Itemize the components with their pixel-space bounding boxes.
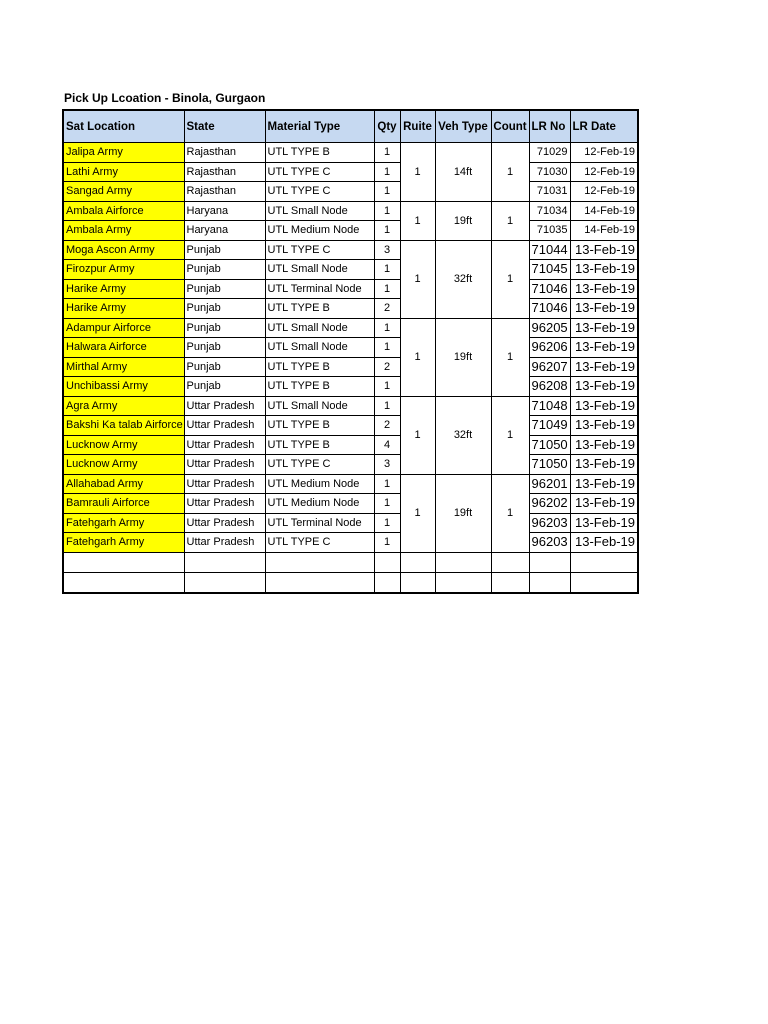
empty-cell xyxy=(529,552,570,572)
cell-lr-no: 96208 xyxy=(529,377,570,397)
cell-state: Punjab xyxy=(184,299,265,319)
cell-material-type: UTL TYPE C xyxy=(265,162,374,182)
header-ruite: Ruite xyxy=(400,110,435,143)
empty-cell xyxy=(184,572,265,593)
cell-qty: 1 xyxy=(374,513,400,533)
cell-material-type: UTL Terminal Node xyxy=(265,513,374,533)
cell-material-type: UTL TYPE C xyxy=(265,533,374,553)
cell-state: Uttar Pradesh xyxy=(184,435,265,455)
cell-group-count: 1 xyxy=(491,240,529,318)
cell-lr-no: 71030 xyxy=(529,162,570,182)
cell-lr-date: 13-Feb-19 xyxy=(570,396,638,416)
cell-lr-date: 14-Feb-19 xyxy=(570,201,638,221)
cell-sat-location: Lucknow Army xyxy=(63,435,184,455)
table-row xyxy=(63,260,638,280)
cell-lr-date: 13-Feb-19 xyxy=(570,357,638,377)
cell-qty: 1 xyxy=(374,260,400,280)
empty-cell xyxy=(265,552,374,572)
cell-qty: 1 xyxy=(374,533,400,553)
cell-group-veh: 32ft xyxy=(435,240,491,318)
table-row xyxy=(63,162,638,182)
header-qty: Qty xyxy=(374,110,400,143)
cell-lr-date: 13-Feb-19 xyxy=(570,474,638,494)
cell-material-type: UTL TYPE C xyxy=(265,455,374,475)
cell-lr-no: 71045 xyxy=(529,260,570,280)
cell-lr-no: 71034 xyxy=(529,201,570,221)
cell-sat-location: Fatehgarh Army xyxy=(63,513,184,533)
table-row xyxy=(63,377,638,397)
cell-sat-location: Firozpur Army xyxy=(63,260,184,280)
empty-cell xyxy=(374,552,400,572)
cell-state: Punjab xyxy=(184,377,265,397)
cell-lr-no: 71048 xyxy=(529,396,570,416)
cell-sat-location: Bakshi Ka talab Airforce xyxy=(63,416,184,436)
cell-lr-date: 13-Feb-19 xyxy=(570,533,638,553)
cell-qty: 1 xyxy=(374,474,400,494)
cell-lr-no: 96201 xyxy=(529,474,570,494)
cell-lr-no: 71050 xyxy=(529,435,570,455)
cell-sat-location: Lucknow Army xyxy=(63,455,184,475)
cell-sat-location: Harike Army xyxy=(63,299,184,319)
empty-row xyxy=(63,572,638,593)
cell-state: Punjab xyxy=(184,279,265,299)
cell-sat-location: Lathi Army xyxy=(63,162,184,182)
cell-sat-location: Unchibassi Army xyxy=(63,377,184,397)
cell-group-veh: 14ft xyxy=(435,143,491,202)
empty-cell xyxy=(570,572,638,593)
cell-qty: 1 xyxy=(374,396,400,416)
cell-material-type: UTL Small Node xyxy=(265,260,374,280)
cell-qty: 1 xyxy=(374,143,400,163)
cell-group-count: 1 xyxy=(491,143,529,202)
cell-lr-no: 71046 xyxy=(529,299,570,319)
empty-cell xyxy=(265,572,374,593)
cell-lr-date: 13-Feb-19 xyxy=(570,338,638,358)
cell-qty: 1 xyxy=(374,162,400,182)
cell-group-count: 1 xyxy=(491,396,529,474)
cell-material-type: UTL Medium Node xyxy=(265,474,374,494)
header-state: State xyxy=(184,110,265,143)
cell-group-ruite: 1 xyxy=(400,396,435,474)
cell-group-ruite: 1 xyxy=(400,201,435,240)
table-row xyxy=(63,396,638,416)
cell-lr-date: 13-Feb-19 xyxy=(570,260,638,280)
cell-group-count: 1 xyxy=(491,318,529,396)
header-row xyxy=(63,110,638,143)
cell-lr-date: 13-Feb-19 xyxy=(570,494,638,514)
table-row xyxy=(63,357,638,377)
cell-state: Haryana xyxy=(184,201,265,221)
cell-group-ruite: 1 xyxy=(400,240,435,318)
table-row xyxy=(63,201,638,221)
cell-material-type: UTL Medium Node xyxy=(265,221,374,241)
cell-group-ruite: 1 xyxy=(400,143,435,202)
empty-cell xyxy=(63,552,184,572)
cell-lr-no: 71035 xyxy=(529,221,570,241)
cell-qty: 3 xyxy=(374,240,400,260)
cell-qty: 1 xyxy=(374,221,400,241)
table-row xyxy=(63,221,638,241)
cell-sat-location: Mirthal Army xyxy=(63,357,184,377)
table-row xyxy=(63,299,638,319)
cell-sat-location: Harike Army xyxy=(63,279,184,299)
header-count: Count xyxy=(491,110,529,143)
table-row xyxy=(63,338,638,358)
cell-lr-date: 14-Feb-19 xyxy=(570,221,638,241)
table-row xyxy=(63,182,638,202)
empty-cell xyxy=(491,572,529,593)
table-row xyxy=(63,240,638,260)
cell-material-type: UTL TYPE B xyxy=(265,435,374,455)
cell-material-type: UTL TYPE C xyxy=(265,240,374,260)
cell-qty: 1 xyxy=(374,494,400,514)
cell-material-type: UTL Small Node xyxy=(265,338,374,358)
cell-lr-no: 96202 xyxy=(529,494,570,514)
cell-state: Uttar Pradesh xyxy=(184,494,265,514)
pickup-table xyxy=(62,109,639,594)
empty-cell xyxy=(435,552,491,572)
cell-material-type: UTL TYPE B xyxy=(265,416,374,436)
table-row xyxy=(63,279,638,299)
empty-cell xyxy=(435,572,491,593)
cell-material-type: UTL TYPE B xyxy=(265,357,374,377)
empty-cell xyxy=(491,552,529,572)
cell-lr-no: 96203 xyxy=(529,513,570,533)
cell-qty: 2 xyxy=(374,357,400,377)
cell-sat-location: Sangad Army xyxy=(63,182,184,202)
cell-state: Uttar Pradesh xyxy=(184,455,265,475)
cell-sat-location: Jalipa Army xyxy=(63,143,184,163)
cell-lr-no: 71050 xyxy=(529,455,570,475)
cell-lr-no: 71049 xyxy=(529,416,570,436)
cell-lr-date: 13-Feb-19 xyxy=(570,435,638,455)
cell-sat-location: Ambala Airforce xyxy=(63,201,184,221)
empty-cell xyxy=(529,572,570,593)
cell-sat-location: Bamrauli Airforce xyxy=(63,494,184,514)
table-row xyxy=(63,474,638,494)
cell-lr-no: 96207 xyxy=(529,357,570,377)
cell-group-veh: 19ft xyxy=(435,201,491,240)
cell-lr-date: 12-Feb-19 xyxy=(570,182,638,202)
cell-sat-location: Adampur Airforce xyxy=(63,318,184,338)
cell-lr-date: 13-Feb-19 xyxy=(570,279,638,299)
table-row xyxy=(63,513,638,533)
cell-group-ruite: 1 xyxy=(400,474,435,552)
cell-lr-no: 96203 xyxy=(529,533,570,553)
cell-state: Uttar Pradesh xyxy=(184,533,265,553)
header-lr-no: LR No xyxy=(529,110,570,143)
cell-lr-date: 12-Feb-19 xyxy=(570,143,638,163)
table-row xyxy=(63,416,638,436)
empty-cell xyxy=(374,572,400,593)
cell-state: Punjab xyxy=(184,240,265,260)
header-material-type: Material Type xyxy=(265,110,374,143)
cell-lr-date: 13-Feb-19 xyxy=(570,455,638,475)
header-sat-location: Sat Location xyxy=(63,110,184,143)
cell-qty: 1 xyxy=(374,182,400,202)
cell-state: Uttar Pradesh xyxy=(184,416,265,436)
cell-material-type: UTL TYPE B xyxy=(265,299,374,319)
cell-qty: 4 xyxy=(374,435,400,455)
empty-row xyxy=(63,552,638,572)
cell-lr-no: 71029 xyxy=(529,143,570,163)
table-row xyxy=(63,494,638,514)
cell-material-type: UTL TYPE C xyxy=(265,182,374,202)
cell-state: Haryana xyxy=(184,221,265,241)
empty-cell xyxy=(570,552,638,572)
cell-group-ruite: 1 xyxy=(400,318,435,396)
cell-group-veh: 19ft xyxy=(435,318,491,396)
cell-qty: 1 xyxy=(374,201,400,221)
cell-state: Rajasthan xyxy=(184,162,265,182)
empty-cell xyxy=(400,572,435,593)
cell-qty: 1 xyxy=(374,338,400,358)
empty-cell xyxy=(400,552,435,572)
cell-lr-date: 12-Feb-19 xyxy=(570,162,638,182)
cell-qty: 1 xyxy=(374,377,400,397)
cell-state: Rajasthan xyxy=(184,143,265,163)
empty-cell xyxy=(63,572,184,593)
table-row xyxy=(63,143,638,163)
cell-lr-date: 13-Feb-19 xyxy=(570,416,638,436)
cell-state: Punjab xyxy=(184,318,265,338)
table-row xyxy=(63,455,638,475)
cell-lr-date: 13-Feb-19 xyxy=(570,318,638,338)
table-row xyxy=(63,533,638,553)
cell-material-type: UTL TYPE B xyxy=(265,377,374,397)
cell-material-type: UTL Small Node xyxy=(265,318,374,338)
cell-sat-location: Agra Army xyxy=(63,396,184,416)
cell-lr-date: 13-Feb-19 xyxy=(570,240,638,260)
cell-state: Uttar Pradesh xyxy=(184,513,265,533)
cell-lr-no: 71031 xyxy=(529,182,570,202)
cell-material-type: UTL Medium Node xyxy=(265,494,374,514)
cell-group-count: 1 xyxy=(491,201,529,240)
cell-state: Uttar Pradesh xyxy=(184,396,265,416)
cell-sat-location: Fatehgarh Army xyxy=(63,533,184,553)
cell-material-type: UTL Small Node xyxy=(265,201,374,221)
cell-state: Punjab xyxy=(184,338,265,358)
cell-lr-no: 71044 xyxy=(529,240,570,260)
cell-lr-date: 13-Feb-19 xyxy=(570,377,638,397)
cell-qty: 1 xyxy=(374,318,400,338)
cell-lr-date: 13-Feb-19 xyxy=(570,299,638,319)
cell-group-veh: 32ft xyxy=(435,396,491,474)
cell-material-type: UTL Small Node xyxy=(265,396,374,416)
cell-qty: 3 xyxy=(374,455,400,475)
table-row xyxy=(63,435,638,455)
cell-group-count: 1 xyxy=(491,474,529,552)
sheet-title: Pick Up Lcoation - Binola, Gurgaon xyxy=(64,91,266,105)
header-lr-date: LR Date xyxy=(570,110,638,143)
cell-state: Uttar Pradesh xyxy=(184,474,265,494)
cell-sat-location: Allahabad Army xyxy=(63,474,184,494)
cell-sat-location: Halwara Airforce xyxy=(63,338,184,358)
cell-qty: 2 xyxy=(374,299,400,319)
cell-qty: 2 xyxy=(374,416,400,436)
cell-state: Rajasthan xyxy=(184,182,265,202)
cell-material-type: UTL Terminal Node xyxy=(265,279,374,299)
cell-material-type: UTL TYPE B xyxy=(265,143,374,163)
cell-sat-location: Ambala Army xyxy=(63,221,184,241)
cell-lr-no: 96206 xyxy=(529,338,570,358)
cell-group-veh: 19ft xyxy=(435,474,491,552)
cell-lr-date: 13-Feb-19 xyxy=(570,513,638,533)
cell-sat-location: Moga Ascon Army xyxy=(63,240,184,260)
cell-lr-no: 96205 xyxy=(529,318,570,338)
cell-qty: 1 xyxy=(374,279,400,299)
header-veh-type: Veh Type xyxy=(435,110,491,143)
cell-lr-no: 71046 xyxy=(529,279,570,299)
table-row xyxy=(63,318,638,338)
cell-state: Punjab xyxy=(184,260,265,280)
cell-state: Punjab xyxy=(184,357,265,377)
empty-cell xyxy=(184,552,265,572)
